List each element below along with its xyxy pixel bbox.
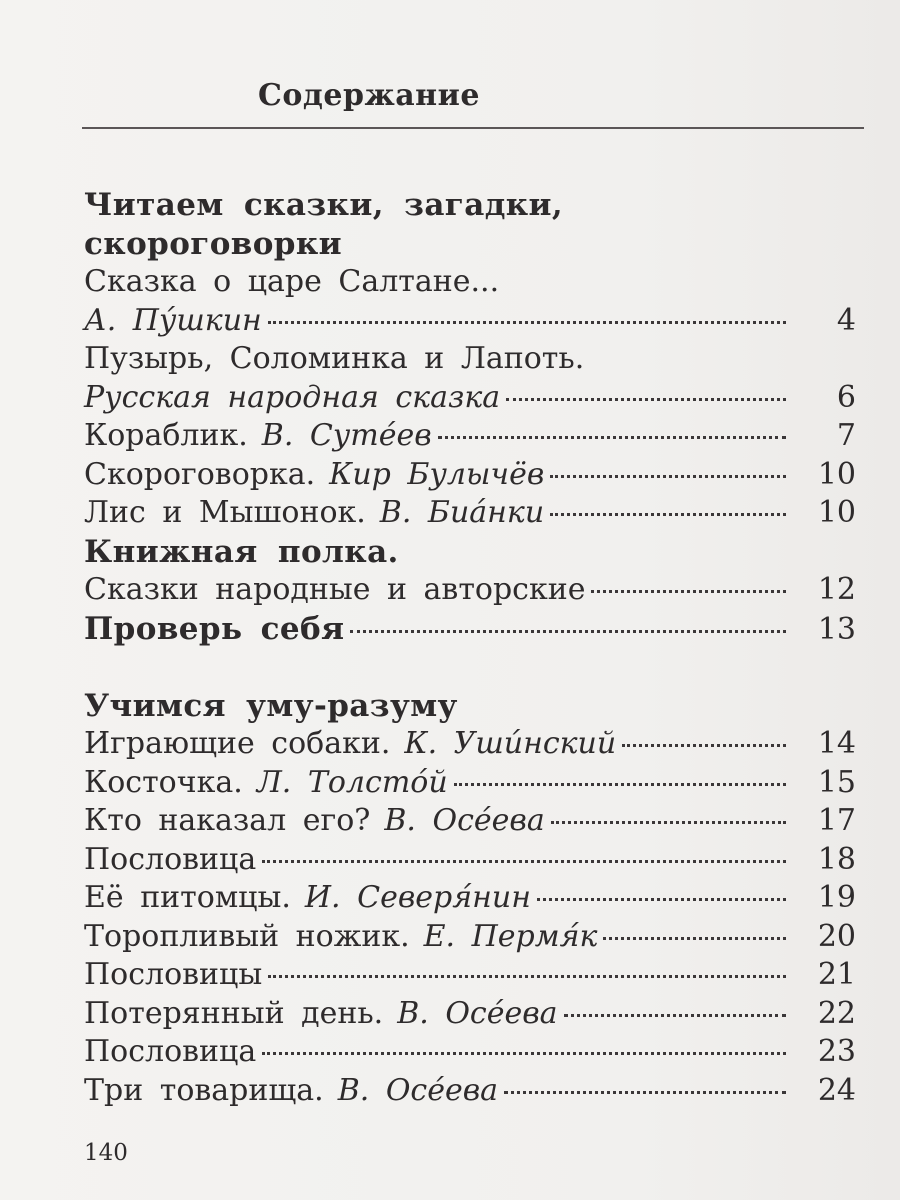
toc-entry-title: Скороговорка.: [84, 456, 316, 492]
toc-entry[interactable]: [84, 379, 856, 418]
toc-entry[interactable]: [84, 764, 856, 803]
section-gap: [84, 648, 856, 687]
toc-entry-author: И. Северя́нин: [304, 880, 531, 915]
toc-entry-text: [84, 1072, 498, 1111]
toc-entry-title: Косточка.: [84, 764, 243, 800]
toc-page-number: 19: [817, 880, 856, 915]
table-of-contents: [84, 186, 856, 1110]
dot-leader: [537, 898, 786, 901]
toc-entry-title: Пословица: [84, 1034, 257, 1069]
toc-entry-title: Её питомцы.: [84, 880, 291, 915]
section-heading: Книжная полка.: [84, 533, 399, 570]
dot-leader: [603, 937, 786, 940]
page-number: 140: [84, 1140, 128, 1166]
toc-entry[interactable]: [84, 1072, 856, 1111]
toc-entry-text: [84, 494, 544, 533]
toc-page-number: 18: [817, 841, 856, 877]
toc-entry[interactable]: [84, 956, 856, 995]
toc-entry-author: Л. Толсто́й: [256, 764, 448, 800]
toc-entry[interactable]: [84, 918, 856, 957]
toc-entry-text: [84, 571, 585, 610]
toc-entry[interactable]: [84, 879, 856, 918]
toc-entry-text: [84, 956, 262, 995]
toc-page-number: 22: [817, 995, 856, 1031]
toc-entry[interactable]: [84, 610, 856, 649]
toc-entry-title: Торопливый ножик.: [84, 918, 410, 954]
toc-entry-author: Кир Булычёв: [329, 456, 545, 492]
toc-entry-author: В. Суте́ев: [261, 418, 432, 453]
dot-leader: [350, 630, 786, 633]
dot-leader: [268, 321, 786, 324]
toc-entry[interactable]: [84, 494, 856, 533]
toc-entry-text: [84, 456, 544, 495]
toc-entry-text: [84, 610, 344, 649]
toc-entry-text: [84, 302, 262, 341]
toc-entry-author: Русская народная сказка: [84, 379, 501, 415]
toc-entry-title: Три товарища.: [84, 1072, 324, 1108]
toc-entry[interactable]: [84, 841, 856, 880]
toc-entry-author: Е. Пермя́к: [423, 918, 598, 954]
toc-page-number: 24: [817, 1072, 856, 1108]
toc-entry[interactable]: [84, 995, 856, 1034]
toc-entry-title: Лис и Мышонок.: [84, 495, 366, 530]
toc-page-number: 21: [817, 957, 856, 992]
toc-entry-text: [84, 841, 256, 880]
dot-leader: [262, 1052, 786, 1055]
toc-entry-title: Кораблик.: [84, 418, 248, 453]
dot-leader: [438, 436, 786, 439]
toc-entry-text: [84, 764, 448, 803]
toc-page-number: 23: [817, 1034, 856, 1069]
toc-entry[interactable]: [84, 1033, 856, 1072]
section-heading: скороговорки: [84, 225, 343, 262]
toc-entry-author: В. Осе́ева: [337, 1072, 499, 1108]
toc-page-number: 10: [817, 456, 856, 492]
toc-entry-author: А. Пу́шкин: [84, 302, 262, 338]
toc-page-number: 6: [836, 379, 856, 415]
toc-entry-author: В. Биа́нки: [379, 495, 545, 530]
dot-leader: [262, 860, 786, 863]
toc-page-number: 7: [836, 418, 856, 453]
toc-entry-title: Сказки народные и авторские: [84, 572, 586, 607]
toc-entry-title: Играющие собаки.: [84, 726, 391, 761]
dot-leader: [564, 1014, 786, 1017]
toc-entry-author: В. Осе́ева: [397, 995, 558, 1031]
toc-entry[interactable]: [84, 571, 856, 610]
toc-entry-author: К. Уши́нский: [404, 726, 617, 761]
section-heading: Учимся уму-разуму: [84, 687, 458, 724]
toc-page-number: 14: [817, 726, 856, 761]
dot-leader: [591, 590, 786, 593]
toc-entry[interactable]: [84, 417, 856, 456]
dot-leader: [504, 1091, 786, 1094]
toc-entry-text: [84, 725, 616, 764]
toc-entry-title: Пословица: [84, 841, 257, 877]
title-rule: [82, 127, 864, 129]
toc-entry-text: [84, 802, 545, 841]
dot-leader: [550, 513, 786, 516]
toc-entry-title: Проверь себя: [84, 610, 345, 647]
toc-entry-title: Кто наказал его?: [84, 803, 371, 838]
dot-leader: [268, 975, 786, 978]
dot-leader: [551, 821, 786, 824]
toc-entry-title: Пословицы: [84, 957, 263, 992]
toc-entry-text: [84, 417, 432, 456]
toc-entry-text: [84, 879, 531, 918]
toc-page-number: 4: [836, 302, 856, 338]
toc-entry-text: [84, 995, 558, 1034]
dot-leader: [550, 475, 786, 478]
page-title: Содержание: [258, 78, 480, 113]
toc-entry[interactable]: [84, 802, 856, 841]
section-heading: Читаем сказки, загадки,: [84, 187, 564, 223]
toc-page-number: 10: [817, 495, 856, 530]
toc-title-line: Сказка о царе Салтане...: [84, 264, 500, 299]
toc-page-number: 12: [817, 572, 856, 607]
toc-entry[interactable]: [84, 456, 856, 495]
toc-entry-title: Потерянный день.: [84, 995, 384, 1031]
toc-entry[interactable]: [84, 725, 856, 764]
toc-page-number: 15: [817, 764, 856, 800]
dot-leader: [622, 744, 786, 747]
toc-entry-text: [84, 1033, 256, 1072]
toc-page-number: 17: [817, 803, 856, 838]
dot-leader: [454, 783, 786, 786]
toc-entry-author: В. Осе́ева: [384, 803, 545, 838]
dot-leader: [506, 398, 786, 401]
toc-entry-text: [84, 918, 597, 957]
toc-entry[interactable]: [84, 302, 856, 341]
toc-title-line: Пузырь, Соломинка и Лапоть.: [84, 341, 585, 376]
toc-page-number: 20: [817, 918, 856, 954]
toc-page-number: 13: [817, 611, 856, 647]
toc-entry-text: [84, 379, 500, 418]
